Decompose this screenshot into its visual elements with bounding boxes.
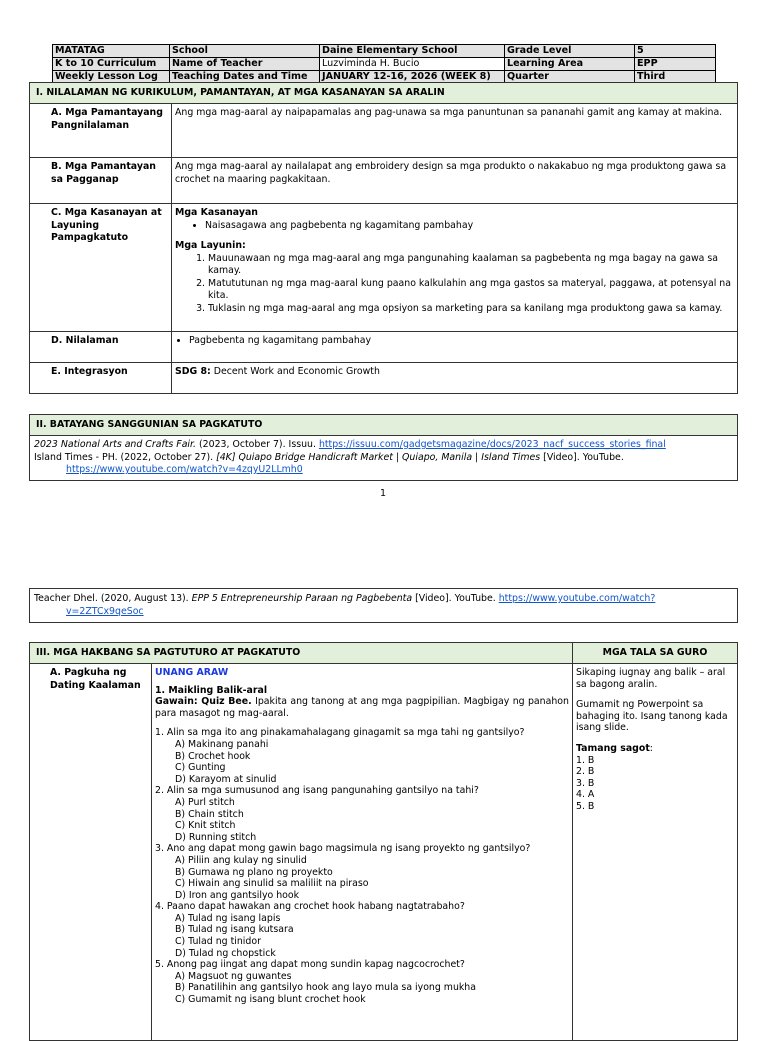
answer: 1. B [576,754,595,766]
reference-link[interactable]: https://www.youtube.com/watch?v=4zqyU2LLmh0 [66,464,303,475]
option: A) Makinang panahi [175,738,269,750]
answer: 4. A [576,789,595,801]
question-text: 4. Paano dapat hawakan ang crochet hook habang nagtatrabaho? [155,901,465,913]
option: B) Chain stitch [175,808,244,820]
quiz-questions [155,727,569,1005]
question-text: 2. Alin sa mga sumusunod ang isang pangunahing gantsilyo na tahi? [155,785,479,797]
question-text: 3. Ano ang dapat mong gawin bago magsimula ng isang proyekto ng gantsilyo? [155,843,531,855]
list-item: • Pagbebenta ng kagamitang pambahay [189,335,734,348]
sdg-label: SDG 8: [175,366,211,377]
header-cell: Third [635,71,716,84]
option: C) Hiwain ang sinulid sa maliliit na piraso [175,878,369,890]
option: B) Crochet hook [175,750,251,762]
reference-text: [Video]. YouTube. [412,593,499,604]
layunin-list [175,253,734,316]
section-title: I. NILALAMAN NG KURIKULUM, PAMANTAYAN, AT MGA KASANAYAN SA ARALIN [30,83,738,104]
performance-standards-label: B. Mga Pamantayan sa Pagganap [30,158,172,204]
activity-title: Gawain: Quiz Bee. [155,696,252,708]
option: D) Karayom at sinulid [175,773,277,785]
header-cell: Teaching Dates and Time [170,71,320,84]
review-title: 1. Maikling Balik-aral [155,684,268,696]
references-continued [29,588,738,623]
reference-link[interactable]: https://issuu.com/gadgetsmagazine/docs/2023_nacf_success_stories_final [318,439,666,450]
header-cell: School [170,45,320,58]
activity-instruction [155,696,572,719]
header-cell: Name of Teacher [170,58,320,71]
curriculum-section [29,82,738,394]
layunin-title: Mga Layunin: [175,240,246,251]
answer-key-colon: : [649,742,653,754]
quiz-question [155,959,569,1005]
header-cell: Luzviminda H. Bucio [320,58,505,71]
reference-title: 2023 National Arts and Crafts Fair. [34,439,197,450]
page-number: 1 [380,488,387,499]
reference-title: EPP 5 Entrepreneurship Paraan ng Pagbebenta [191,593,413,604]
kasanayan-list [175,220,734,233]
content-cell [172,332,738,363]
answer: 5. B [576,800,595,812]
reference-link[interactable]: v=2ZTCx9qeSoc [66,605,144,617]
reference-link[interactable]: https://www.youtube.com/watch? [498,593,656,604]
reference-text: (2023, October 7). Issuu. [196,439,319,450]
activity-text: Ipakita ang tanong at ang mga pagpipilian. Magbigay ng panahon para masagot ng mag-aaral. [155,696,572,719]
option: A) Purl stitch [175,796,235,808]
reference-2 [34,452,733,465]
option: A) Piliin ang kulay ng sinulid [175,854,307,866]
notes-title: MGA TALA SA GURO [573,643,738,664]
question-text: 5. Anong pag iingat ang dapat mong sundin kapag nagcocrochet? [155,959,465,971]
header-cell: Daine Elementary School [320,45,505,58]
kasanayan-title: Mga Kasanayan [175,207,258,218]
quiz-question [155,843,569,901]
prior-knowledge-label: A. Pagkuha ng Dating Kaalaman [30,664,152,1041]
header-table [52,44,716,84]
header-cell: 5 [635,45,716,58]
header-cell: Quarter [505,71,635,84]
references-cell [30,436,738,481]
list-item: 3. Tuklasin ng mga mag-aaral ang mga opsiyon sa marketing para sa kanilang mga produktong gawa sa kamay. [208,303,734,316]
answer-key-title [576,743,734,755]
list-item: 1. Mauunawaan ng mga mag-aaral ang mga pangunahing kaalaman sa pagbebenta ng mga bagay na gawa sa kamay. [208,253,734,278]
content-label: D. Nilalaman [30,332,172,363]
header-cell: EPP [635,58,716,71]
reference-text: [Video]. YouTube. [540,451,624,463]
answer: 2. B [576,766,595,778]
competencies-cell [172,204,738,332]
option: A) Magsuot ng guwantes [175,970,292,982]
option: B) Panatilihin ang gantsilyo hook ang layo mula sa iyong mukha [175,982,476,994]
reference-text: Island Times - PH. (2022, October 27). [34,451,217,463]
question-text: 1. Alin sa mga ito ang pinakamahalagang ginagamit sa mga tahi ng gantsilyo? [155,727,525,739]
list-item: • Naisasagawa ang pagbebenta ng kagamitang pambahay [205,220,734,233]
reference-3 [34,593,733,606]
note: Gumamit ng Powerpoint sa bahaging ito. Isang tanong kada isang slide. [576,699,728,734]
section-title: III. MGA HAKBANG SA PAGTUTURO AT PAGKATUTO [30,643,573,664]
reference-3-link-line [34,606,733,619]
quiz-question [155,727,569,785]
content-standards-text: Ang mga mag-aaral ay naipapamalas ang pag-unawa sa mga panuntunan sa pananahi gamit ang kamay at makina. [172,104,738,158]
list-item: 2. Matututunan ng mga mag-aaral kung paano kalkulahin ang mga gastos sa materyal, paggawa, at potensyal na kita. [208,278,734,303]
integration-cell [172,363,738,394]
reference-2-link-line [34,464,733,477]
answer: 3. B [576,777,595,789]
reference-1 [34,439,733,452]
option: D) Running stitch [175,831,257,843]
option: C) Gumamit ng isang blunt crochet hook [175,994,366,1006]
option: C) Gunting [175,762,226,774]
reference-text: Teacher Dhel. (2020, August 13). [34,593,192,604]
references-section [29,414,738,481]
header-row [53,58,716,71]
performance-standards-text: Ang mga mag-aaral ay nailalapat ang embroidery design sa mga produkto o nakakabuo ng mga produktong gawa sa crochet na maaring pagkakitaan. [172,158,738,204]
reference-title: [4K] Quiapo Bridge Handicraft Market | Quiapo, Manila | Island Times [216,451,541,463]
header-cell: JANUARY 12-16, 2026 (WEEK 8) [320,71,505,84]
sdg-text: Decent Work and Economic Growth [210,366,380,377]
competencies-label: C. Mga Kasanayan at Layuning Pampagkatuto [30,204,172,332]
quiz-question [155,785,569,843]
teacher-notes-cell [573,664,738,1041]
option: A) Tulad ng isang lapis [175,912,281,924]
option: D) Iron ang gantsilyo hook [175,889,300,901]
option: C) Knit stitch [175,820,236,832]
note: Sikaping iugnay ang balik – aral sa bagong aralin. [576,667,726,690]
header-cell: Learning Area [505,58,635,71]
header-row [53,45,716,58]
option: B) Gumawa ng plano ng proyekto [175,866,333,878]
option: C) Tulad ng tinidor [175,936,261,948]
day-label: UNANG ARAW [155,667,229,678]
references-cell [30,589,738,623]
header-cell: MATATAG [53,45,170,58]
integration-label: E. Integrasyon [30,363,172,394]
option: B) Tulad ng isang kutsara [175,924,294,936]
header-cell: K to 10 Curriculum [53,58,170,71]
section-title: II. BATAYANG SANGGUNIAN SA PAGKATUTO [30,415,738,436]
content-list [175,335,734,348]
content-standards-label: A. Mga Pamantayang Pangnilalaman [30,104,172,158]
option: D) Tulad ng chopstick [175,947,276,959]
header-cell: Weekly Lesson Log [53,71,170,84]
quiz-question [155,901,569,959]
prior-knowledge-cell [152,664,573,1041]
procedures-section [29,642,738,1041]
header-cell: Grade Level [505,45,635,58]
answer-key-label: Tamang sagot [576,742,650,754]
